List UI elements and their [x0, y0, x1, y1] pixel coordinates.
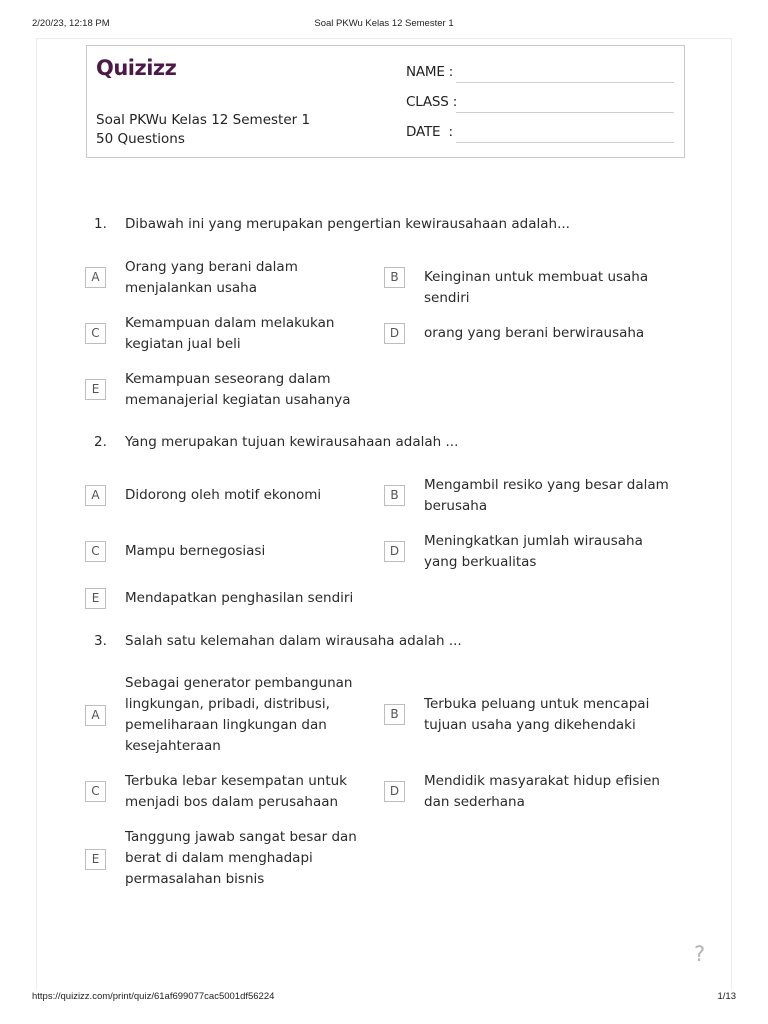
option-text: Didorong oleh motif ekonomi	[125, 487, 322, 503]
option-text: orang yang berani berwirausaha	[424, 325, 645, 341]
option-letter: A	[85, 267, 106, 288]
option-letter: B	[384, 267, 405, 288]
option-letter: D	[384, 781, 405, 802]
date-label: DATE :	[406, 124, 453, 140]
quiz-title: Soal PKWu Kelas 12 Semester 1	[96, 112, 311, 128]
option-text: Mendidik masyarakat hidup efisien dan sederhana	[424, 773, 660, 810]
option-letter: B	[384, 485, 405, 506]
class-label: CLASS :	[406, 94, 458, 110]
print-url[interactable]: https://quizizz.com/print/quiz/61af699077cac5001df56224	[32, 991, 275, 1002]
quizizz-logo: Quizizz	[96, 56, 177, 80]
print-header	[32, 18, 736, 32]
question-text: Yang merupakan tujuan kewirausahaan adalah ...	[125, 434, 459, 450]
option-letter: D	[384, 323, 405, 344]
option-letter: E	[85, 379, 106, 400]
option-letter: B	[384, 704, 405, 725]
question-number: 3.	[94, 633, 107, 649]
class-field[interactable]	[406, 94, 676, 114]
option-letter: C	[85, 541, 106, 562]
question-mark-icon[interactable]: ?	[694, 942, 706, 966]
question-text: Dibawah ini yang merupakan pengertian kewirausahaan adalah...	[125, 216, 570, 232]
option-text: Terbuka peluang untuk mencapai tujuan usaha yang dikehendaki	[424, 696, 650, 733]
date-line	[456, 142, 674, 143]
option-text: Keinginan untuk membuat usaha sendiri	[424, 269, 649, 306]
option-text: Tanggung jawab sangat besar dan berat di dalam menghadapi permasalahan bisnis	[125, 829, 357, 887]
quiz-header-box	[86, 45, 685, 158]
option-letter: A	[85, 705, 106, 726]
option-text: Kemampuan seseorang dalam memanajerial kegiatan usahanya	[125, 371, 351, 408]
date-field[interactable]	[406, 124, 676, 144]
print-footer	[32, 991, 736, 1005]
option-letter: E	[85, 588, 106, 609]
name-label: NAME :	[406, 64, 454, 80]
option-text: Mendapatkan penghasilan sendiri	[125, 590, 354, 606]
question-count: 50 Questions	[96, 131, 185, 147]
option-text: Mampu bernegosiasi	[125, 543, 266, 559]
option-letter: E	[85, 849, 106, 870]
option-letter: C	[85, 323, 106, 344]
option-text: Terbuka lebar kesempatan untuk menjadi bos dalam perusahaan	[125, 773, 347, 810]
option-text: Meningkatkan jumlah wirausaha yang berkualitas	[424, 533, 643, 570]
option-letter: A	[85, 485, 106, 506]
question-number: 2.	[94, 434, 107, 450]
print-date: 2/20/23, 12:18 PM	[32, 18, 110, 29]
class-line	[456, 112, 674, 113]
name-field[interactable]	[406, 64, 676, 84]
name-line	[456, 82, 674, 83]
option-letter: D	[384, 541, 405, 562]
option-text: Kemampuan dalam melakukan kegiatan jual beli	[125, 315, 335, 352]
option-text: Orang yang berani dalam menjalankan usaha	[125, 259, 298, 296]
option-letter: C	[85, 781, 106, 802]
option-text: Mengambil resiko yang besar dalam berusaha	[424, 477, 669, 514]
print-title: Soal PKWu Kelas 12 Semester 1	[314, 18, 454, 29]
question-number: 1.	[94, 216, 107, 232]
option-text: Sebagai generator pembangunan lingkungan, pribadi, distribusi, pemeliharaan lingkungan dan kesejahteraan	[125, 675, 353, 754]
page-number: 1/13	[717, 991, 736, 1002]
question-text: Salah satu kelemahan dalam wirausaha adalah ...	[125, 633, 462, 649]
